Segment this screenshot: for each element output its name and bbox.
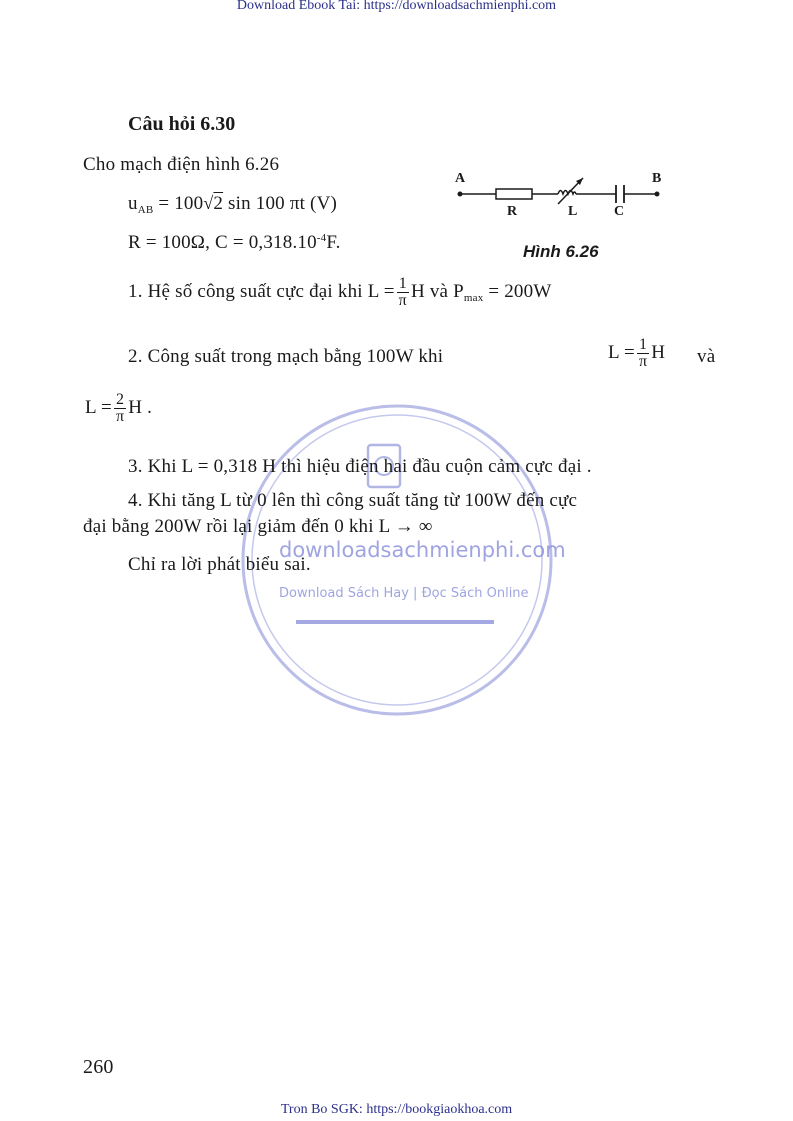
statement-4-line1: 4. Khi tăng L từ 0 lên thì công suất tăng từ 100W đến cực bbox=[128, 490, 578, 511]
statement-1: 1. Hệ số công suất cực đại khi L = $\frac{1}{\pi}$ H và $P_{max} = 200W$ bbox=[128, 275, 552, 309]
rc-values: R = 100Ω, $C = 0,318.10^{-4}F$. bbox=[128, 232, 341, 253]
watermark-tagline: Download Sách Hay | Đọc Sách Online bbox=[279, 586, 529, 601]
label-b: B bbox=[652, 171, 662, 186]
label-r: R bbox=[507, 204, 518, 219]
figure-caption: Hình 6.26 bbox=[523, 242, 599, 261]
inductor-icon bbox=[558, 191, 576, 195]
statement-2: 2. Công suất trong mạch bằng 100W khi bbox=[128, 346, 444, 367]
instruction: Chỉ ra lời phát biểu sai. bbox=[128, 554, 311, 575]
label-l: L bbox=[568, 204, 578, 219]
watermark-site: downloadsachmienphi.com bbox=[279, 538, 566, 562]
header-download-link[interactable]: Download Ebook Tai: https://downloadsachmienphi.com bbox=[236, 0, 557, 13]
statement-2-va: và bbox=[697, 346, 716, 367]
circuit-diagram bbox=[452, 170, 672, 226]
footer-sgk-link[interactable]: Tron Bo SGK: https://bookgiaokhoa.com bbox=[280, 1102, 513, 1117]
question-intro: Cho mạch điện hình 6.26 bbox=[83, 154, 280, 175]
voltage-equation: $u_{AB} = 100√2$ sin 100 πt (V) bbox=[128, 193, 338, 216]
page-number: 260 bbox=[83, 1056, 114, 1078]
statement-4-line2: đại bằng 200W rồi lại giảm đến 0 khi L → ∞ bbox=[83, 516, 433, 537]
terminal-b-icon bbox=[655, 192, 660, 197]
question-title: Câu hỏi 6.30 bbox=[128, 113, 236, 135]
statement-2-l2: L = $\frac{2}{\pi}$ H . bbox=[85, 391, 153, 425]
label-a: A bbox=[455, 171, 466, 186]
terminal-a-icon bbox=[458, 192, 463, 197]
statement-2-l1: L = $\frac{1}{\pi}$ H bbox=[608, 336, 666, 370]
label-c: C bbox=[614, 204, 625, 219]
statement-3: 3. Khi L = 0,318 H thì hiệu điện hai đầu cuộn cảm cực đại . bbox=[128, 456, 592, 477]
resistor-icon bbox=[496, 189, 532, 199]
capacitor-icon bbox=[616, 185, 624, 203]
